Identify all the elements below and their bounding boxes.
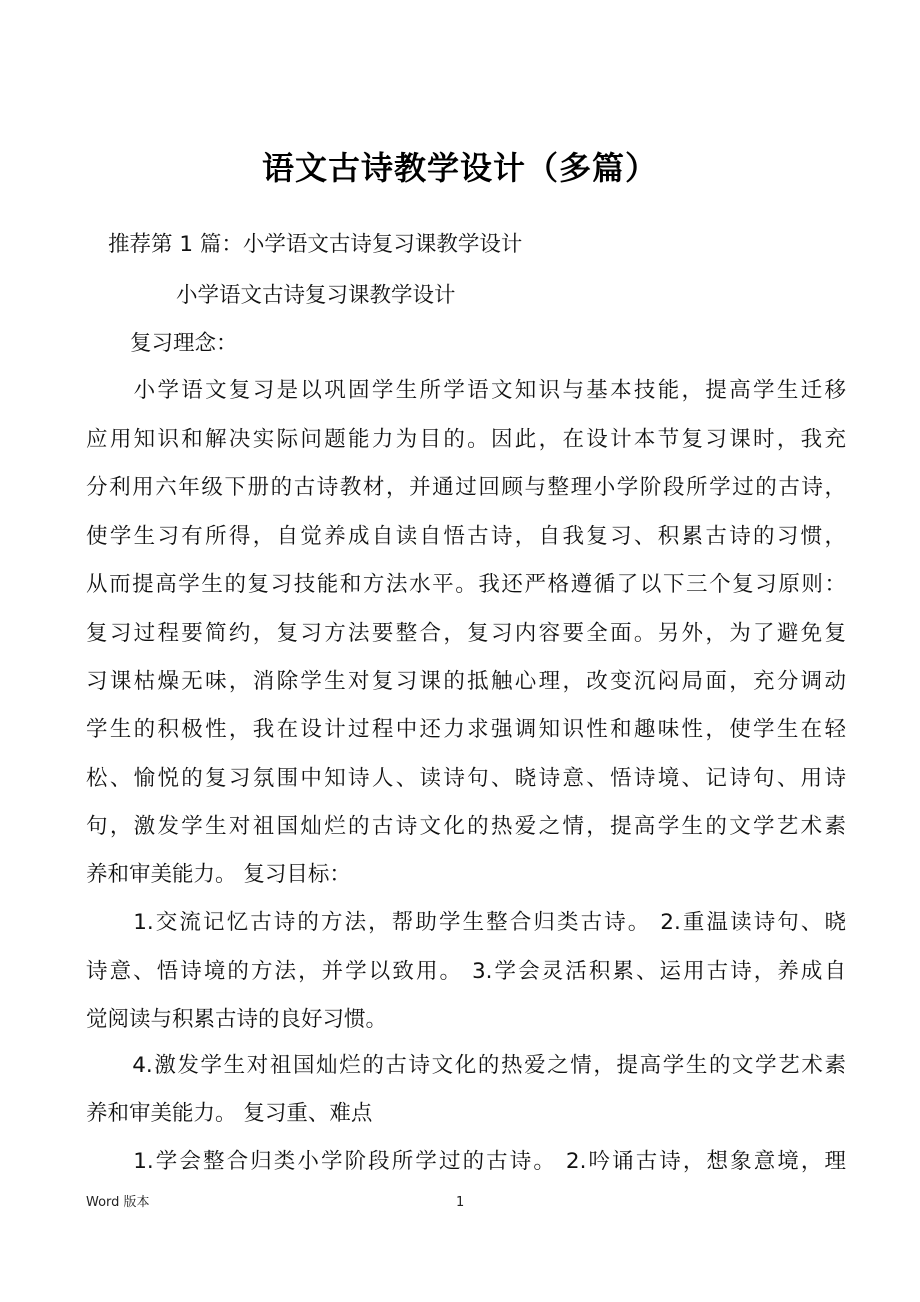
paragraph1-line: 复习过程要简约，复习方法要整合，复习内容要全面。另外，为了避免复 <box>86 621 846 646</box>
section-label: 复习理念： <box>130 331 238 356</box>
paragraph1-line: 从而提高学生的复习技能和方法水平。我还严格遵循了以下三个复习原则： <box>86 572 846 597</box>
paragraph1-line: 使学生习有所得，自觉养成自读自悟古诗，自我复习、积累古诗的习惯， <box>86 524 846 549</box>
paragraph1-line: 养和审美能力。 复习目标： <box>86 862 351 887</box>
paragraph1-line: 应用知识和解决实际问题能力为目的。因此，在设计本节复习课时，我充 <box>86 427 846 452</box>
paragraph1-line: 松、愉悦的复习氛围中知诗人、读诗句、晓诗意、悟诗境、记诗句、用诗 <box>86 766 846 791</box>
paragraph2-line: 1.交流记忆古诗的方法，帮助学生整合归类古诗。 2.重温读诗句、晓 <box>86 910 846 935</box>
paragraph1-line: 句，激发学生对祖国灿烂的古诗文化的热爱之情，提高学生的文学艺术素 <box>86 814 846 839</box>
page-number: 1 <box>456 1195 465 1210</box>
recommend-line: 推荐第 1 篇：小学语文古诗复习课教学设计 <box>108 232 523 257</box>
paragraph3-line: 4.激发学生对祖国灿烂的古诗文化的热爱之情，提高学生的文学艺术素 <box>86 1053 846 1078</box>
footer-version-label: Word 版本 <box>86 1195 150 1210</box>
subtitle: 小学语文古诗复习课教学设计 <box>176 283 456 308</box>
paragraph1-line: 学生的积极性，我在设计过程中还力求强调知识性和趣味性，使学生在轻 <box>86 717 846 742</box>
page-title: 语文古诗教学设计（多篇） <box>261 149 658 187</box>
paragraph2-line: 诗意、悟诗境的方法，并学以致用。 3.学会灵活积累、运用古诗，养成自 <box>86 959 846 984</box>
paragraph2-line: 觉阅读与积累古诗的良好习惯。 <box>86 1007 388 1032</box>
paragraph3-line: 养和审美能力。 复习重、难点 <box>86 1101 373 1126</box>
paragraph4-line: 1.学会整合归类小学阶段所学过的古诗。 2.吟诵古诗，想象意境，理 <box>86 1149 846 1174</box>
paragraph1-line: 分利用六年级下册的古诗教材，并通过回顾与整理小学阶段所学过的古诗， <box>86 475 846 500</box>
paragraph1-line: 习课枯燥无味，消除学生对复习课的抵触心理，改变沉闷局面，充分调动 <box>86 669 846 694</box>
paragraph1-line: 小学语文复习是以巩固学生所学语文知识与基本技能，提高学生迁移 <box>86 378 846 403</box>
